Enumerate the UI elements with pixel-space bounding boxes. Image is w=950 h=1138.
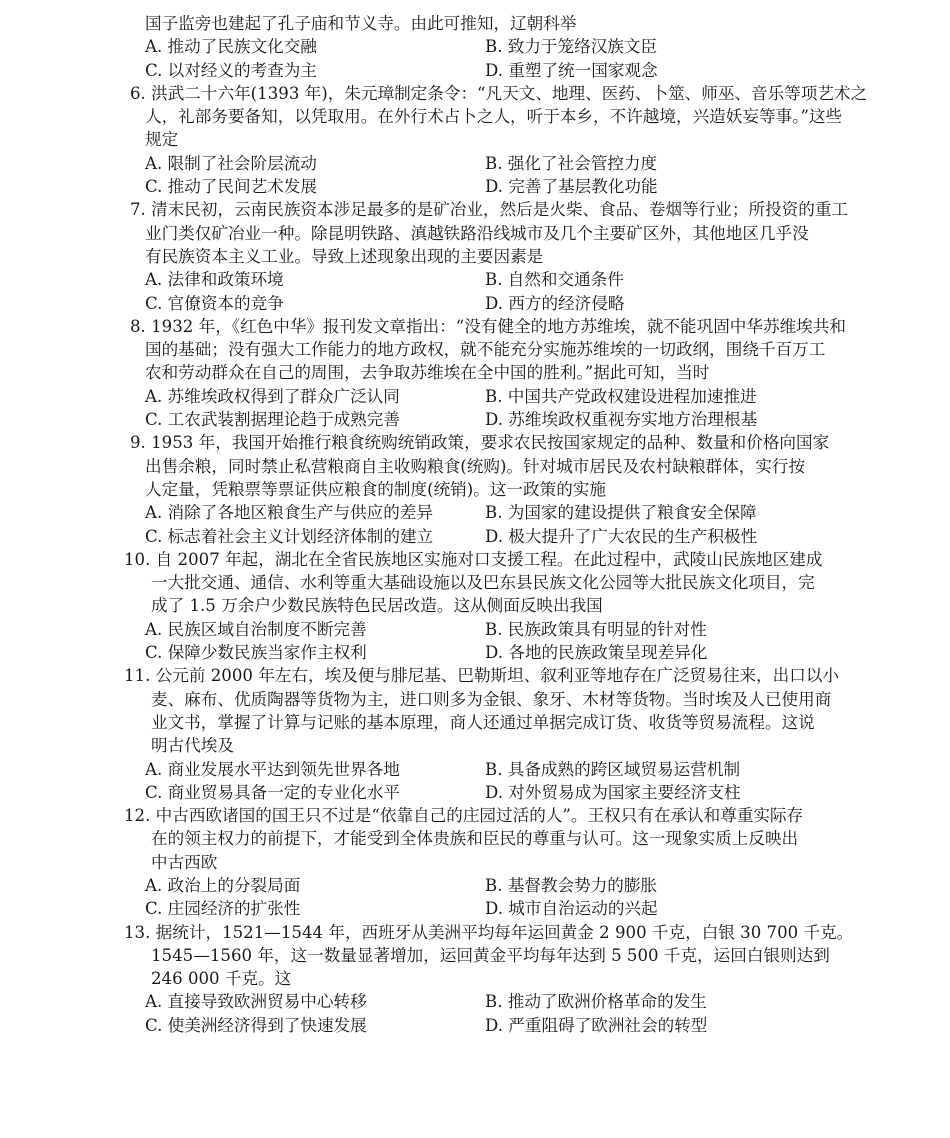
- q11-options-row-1: [0, 758, 950, 781]
- q13-option-c: C. 使美洲经济得到了快速发展: [145, 1015, 367, 1035]
- q11-options-row-2: [0, 781, 950, 804]
- q11-stem-line-1: 11. 公元前 2000 年左右，埃及便与腓尼基、巴勒斯坦、叙利亚等地存在广泛贸易往来，出口以小: [124, 666, 840, 686]
- q13-option-d: D. 严重阻碍了欧洲社会的转型: [485, 1015, 708, 1035]
- q10-stem-line-2: 一大批交通、通信、水利等重大基础设施以及巴东县民族文化公园等大批民族文化项目，完: [151, 573, 815, 593]
- q13-stem-line-3: 246 000 千克。这: [151, 969, 292, 989]
- q9-option-c: C. 标志着社会主义计划经济体制的建立: [145, 526, 434, 546]
- q6-stem-line-1: 6. 洪武二十六年(1393 年)，朱元璋制定条令：“凡天文、地理、医药、卜筮、师巫、音乐等项艺术之: [130, 83, 868, 103]
- q13-options-row-2: [0, 1014, 950, 1037]
- q9-stem-line-1: 9. 1953 年，我国开始推行粮食统购统销政策，要求农民按国家规定的品种、数量和价格向国家: [130, 433, 830, 453]
- q12-option-b: B. 基督教会势力的膨胀: [485, 875, 658, 895]
- q8-option-a: A. 苏维埃政权得到了群众广泛认同: [145, 386, 400, 406]
- q10-stem-line-1: 10. 自 2007 年起，湖北在全省民族地区实施对口支援工程。在此过程中，武陵山民族地区建成: [124, 549, 823, 569]
- q8-stem-line-3: 农和劳动群众在自己的周围，去争取苏维埃在全中国的胜利。”据此可知，当时: [145, 363, 710, 383]
- q7-stem-line-2: 业门类仅矿冶业一种。除昆明铁路、滇越铁路沿线城市及几个主要矿区外，其他地区几乎没: [145, 223, 809, 243]
- q5-options-row-1: [0, 35, 950, 58]
- q8-options-row-2: [0, 408, 950, 431]
- q5-option-d: D. 重塑了统一国家观念: [485, 60, 658, 80]
- q5-option-c: C. 以对经义的考查为主: [145, 60, 317, 80]
- q10-option-b: B. 民族政策具有明显的针对性: [485, 619, 707, 639]
- q9-options-row-2: [0, 525, 950, 548]
- q9-options-row-1: [0, 501, 950, 524]
- q5-options-row-2: [0, 59, 950, 82]
- q13-stem-line-1: 13. 据统计，1521—1544 年，西班牙从美洲平均每年运回黄金 2 900 千克，白银 30 700 千克。: [124, 922, 854, 942]
- q9-stem-line-3: 人定量，凭粮票等票证供应粮食的制度(统销)。这一政策的实施: [145, 479, 606, 499]
- q12-option-d: D. 城市自治运动的兴起: [485, 899, 658, 919]
- q8-option-c: C. 工农武装割据理论趋于成熟完善: [145, 410, 400, 430]
- q11-stem-line-4: 明古代埃及: [151, 736, 234, 756]
- q8-option-b: B. 中国共产党政权建设进程加速推进: [485, 386, 757, 406]
- q7-stem-line-3: 有民族资本主义工业。导致上述现象出现的主要因素是: [145, 246, 544, 266]
- q8-stem-line-2: 国的基础；没有强大工作能力的地方政权，就不能充分实施苏维埃的一切政纲，围绕千百万工: [145, 340, 826, 360]
- q11-option-d: D. 对外贸易成为国家主要经济支柱: [485, 782, 741, 802]
- q5-stem-line: 国子监旁也建起了孔子庙和节义寺。由此可推知，辽朝科举: [145, 14, 577, 33]
- q11-option-b: B. 具备成熟的跨区域贸易运营机制: [485, 759, 741, 779]
- q7-options-row-1: [0, 268, 950, 291]
- q12-stem-line-3: 中古西欧: [151, 852, 218, 872]
- q6-stem-line-2: 人，礼部务要备知，以凭取用。在外行术占卜之人，听于本乡，不许越境，兴造妖妄等事。”这些: [145, 107, 843, 127]
- q13-stem-line-2: 1545—1560 年，这一数量显著增加，运回黄金平均每年达到 5 500 千克，运回白银则达到: [151, 945, 830, 965]
- q6-option-d: D. 完善了基层教化功能: [485, 177, 658, 197]
- q12-options-row-1: [0, 874, 950, 897]
- q13-option-b: B. 推动了欧洲价格革命的发生: [485, 992, 707, 1012]
- q13-options-row-1: [0, 990, 950, 1013]
- q12-stem-line-2: 在的领主权力的前提下，才能受到全体贵族和臣民的尊重与认可。这一现象实质上反映出: [151, 829, 799, 849]
- q7-stem-line-1: 7. 清末民初，云南民族资本涉足最多的是矿冶业，然后是火柴、食品、卷烟等行业；所投资的重工: [130, 200, 849, 220]
- q5-option-b: B. 致力于笼络汉族文臣: [485, 37, 658, 57]
- q10-options-row-2: [0, 641, 950, 664]
- q8-options-row-1: [0, 385, 950, 408]
- q7-option-c: C. 官僚资本的竞争: [145, 293, 284, 313]
- q12-option-a: A. 政治上的分裂局面: [145, 875, 301, 895]
- q6-option-a: A. 限制了社会阶层流动: [145, 153, 317, 173]
- q11-option-c: C. 商业贸易具备一定的专业化水平: [145, 782, 400, 802]
- q10-options-row-1: [0, 618, 950, 641]
- q12-option-c: C. 庄园经济的扩张性: [145, 899, 301, 919]
- q7-option-d: D. 西方的经济侵略: [485, 293, 625, 313]
- q11-option-a: A. 商业发展水平达到领先世界各地: [145, 759, 400, 779]
- q9-option-a: A. 消除了各地区粮食生产与供应的差异: [145, 503, 434, 523]
- q6-options-row-1: [0, 152, 950, 175]
- q8-option-d: D. 苏维埃政权重视夯实地方治理根基: [485, 410, 758, 430]
- q9-option-d: D. 极大提升了广大农民的生产积极性: [485, 526, 758, 546]
- q10-option-a: A. 民族区域自治制度不断完善: [145, 619, 367, 639]
- q7-option-b: B. 自然和交通条件: [485, 270, 624, 290]
- q13-option-a: A. 直接导致欧洲贸易中心转移: [145, 992, 367, 1012]
- q6-stem-line-3: 规定: [145, 130, 179, 150]
- q10-option-d: D. 各地的民族政策呈现差异化: [485, 643, 708, 663]
- q6-option-c: C. 推动了民间艺术发展: [145, 177, 317, 197]
- q7-option-a: A. 法律和政策环境: [145, 270, 284, 290]
- q9-stem-line-2: 出售余粮，同时禁止私营粮商自主收购粮食(统购)。针对城市居民及农村缺粮群体，实行按: [145, 456, 806, 476]
- q6-options-row-2: [0, 175, 950, 198]
- q10-stem-line-3: 成了 1.5 万余户少数民族特色民居改造。这从侧面反映出我国: [151, 596, 603, 616]
- q12-stem-line-1: 12. 中古西欧诸国的国王只不过是“依靠自己的庄园过活的人”。王权只有在承认和尊重实际存: [124, 806, 804, 826]
- q11-stem-line-2: 麦、麻布、优质陶器等货物为主，进口则多为金银、象牙、木材等货物。当时埃及人已使用商: [151, 689, 832, 709]
- q12-options-row-2: [0, 897, 950, 920]
- q7-options-row-2: [0, 292, 950, 315]
- q9-option-b: B. 为国家的建设提供了粮食安全保障: [485, 503, 757, 523]
- q5-option-a: A. 推动了民族文化交融: [145, 37, 317, 57]
- q11-stem-line-3: 业文书，掌握了计算与记账的基本原理，商人还通过单据完成订货、收货等贸易流程。这说: [151, 712, 815, 732]
- q10-option-c: C. 保障少数民族当家作主权利: [145, 643, 367, 663]
- q8-stem-line-1: 8. 1932 年，《红色中华》报刊发文章指出：“没有健全的地方苏维埃，就不能巩固中华苏维埃共和: [130, 316, 846, 336]
- q6-option-b: B. 强化了社会管控力度: [485, 153, 658, 173]
